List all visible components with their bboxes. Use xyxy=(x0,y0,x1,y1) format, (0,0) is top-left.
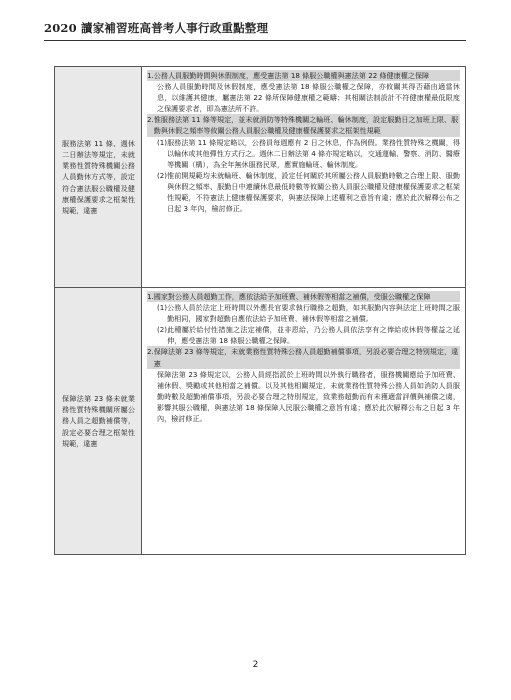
point-number: 1. xyxy=(147,292,154,301)
point-heading xyxy=(147,70,460,81)
sub-item xyxy=(147,137,460,170)
point-title: 公務人員服勤時間與休假制度，應受憲法第 18 條服公職權與憲法第 22 條健康權之保障 xyxy=(153,71,430,80)
content-table xyxy=(54,66,466,555)
sub-item xyxy=(147,170,460,214)
point-title: 惟服務法第 11 條等規定，並未就消防等特殊機關之輪班、輪休制度，設定服勤日之加班上限、服勤與休假之頻率等攸關公務人員服公職權及健康權保護要求之框架性規範 xyxy=(153,115,459,136)
point-paragraph: 保障法第 23 條規定以，公務人員經指派於上班時間以外執行職務者，服務機關應給予加班費、補休假、獎勵或其他相當之補償。以及其他相關規定，未就業務性質特殊公務人員如消防人員服勤時數及超勤補償事項，另設必要合理之特別規定，致業務超勤而有未獲適當評價與補償之虞，影響其服公職權，與憲法第 18 條保障人民服公職權之意旨有違；應於此次解釋公布之日起 3 年內，檢討修正。 xyxy=(157,369,460,424)
page-number: 2 xyxy=(252,660,259,670)
point-number: 2. xyxy=(147,115,154,125)
point-heading xyxy=(147,291,460,302)
sub-item xyxy=(147,324,460,346)
point-heading xyxy=(147,346,460,368)
point-title: 保障法第 23 條等規定，未就業務性質特殊公務人員超勤補償事項，另設必要合理之特別規定，違憲 xyxy=(153,347,459,368)
header-divider xyxy=(44,40,466,41)
page-header-title: 2020 讀家補習班高普考人事行政重點整理 xyxy=(44,21,269,35)
sub-item-number: (1) xyxy=(157,137,168,147)
sub-item xyxy=(147,302,460,324)
point-heading xyxy=(147,114,460,136)
sub-item-text: 惟前開規範均未就輪班、輪休制度，設定任何關於其所屬公務人員服勤時數之合理上限、服勤與休假之頻率、服勤日中連續休息最低時數等攸關公務人員服公職權及健康權保護要求之框架性規範，不符憲法上健康權保護要求，與憲法保障上述權利之意旨有違；應於此次解釋公布之日起 3 年內，檢討修正。 xyxy=(167,170,460,214)
sub-item-number: (2) xyxy=(157,325,168,335)
row-detail-cell xyxy=(142,67,466,288)
sub-item-text: 服務法第 11 條規定略以，公務員每週應有 2 日之休息，作為例假。業務性質特殊之機關，得以輪休或其他彈性方式行之。週休二日辦法第 4 條亦規定略以，交通運輸、警察、消防、醫療等機關（構），為全年無休服務民眾，應實施輪班、輪休制度。 xyxy=(167,137,460,169)
sub-item-number: (1) xyxy=(157,303,168,313)
table-row xyxy=(55,67,466,288)
point-title: 國家對公務人員超勤工作，應依法給予加班費、補休假等相當之補償，受服公職權之保障 xyxy=(153,292,431,301)
point-number: 2. xyxy=(147,347,154,357)
row-detail-cell xyxy=(142,288,466,555)
point-paragraph: 公務人員服勤時間及休假制度，應受憲法第 18 條服公職權之保障，亦攸關其得否藉由適當休息，以維護其健康，屬憲法第 22 條所保障健康權之範疇；其相關法制設計不符健康權最低限度之保護要求者，即為憲法所不許。 xyxy=(157,82,460,114)
sub-item-text: 此種屬於給付性措施之法定補償，並非恩給，乃公務人員依法享有之俸給或休假等權益之延伸，應受憲法第 18 條服公職權之保障。 xyxy=(167,325,460,346)
table-row xyxy=(55,288,466,555)
row-topic-cell: 保障法第 23 條未就業務性質特殊機關所屬公務人員之超勤補償等，設定必要合理之框架性規範，違憲 xyxy=(55,288,142,555)
row-topic-cell: 服務法第 11 條、週休二日辦法等規定，未就業務性質特殊機關公務人員勤休方式等，設定符合憲法服公職權及健康權保護要求之框架性規範，違憲 xyxy=(55,67,142,288)
point-number: 1. xyxy=(147,71,154,80)
sub-item-text: 公務人員於法定上班時間以外應長官要求執行職務之超勤，如其服勤內容與法定上班時間之服勤相同，國家對超勤自應依法給予加班費、補休假等相當之補償。 xyxy=(167,303,460,324)
sub-item-number: (2) xyxy=(157,170,168,180)
